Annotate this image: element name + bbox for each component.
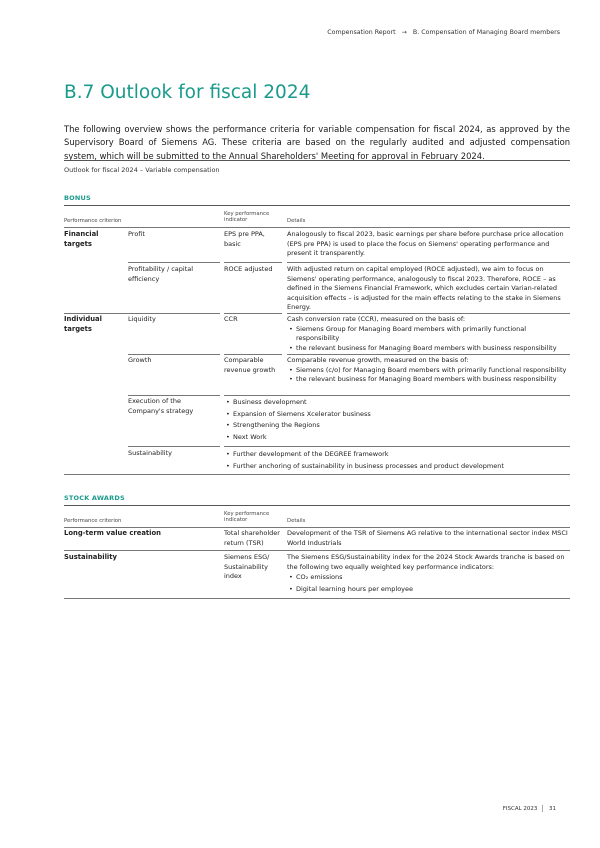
divider <box>64 550 570 551</box>
list-item: • Business development <box>224 397 570 409</box>
details-cell <box>287 553 570 595</box>
list-item: • Expansion of Siemens Xcelerator business <box>224 409 570 421</box>
divider <box>128 354 220 355</box>
details-text: Cash conversion rate (CCR), measured on the basis of: <box>287 315 466 323</box>
kpi-cell: ROCE adjusted <box>224 265 273 273</box>
page-number: 31 <box>549 806 556 812</box>
breadcrumb-root[interactable]: Compensation Report <box>327 29 396 36</box>
kpi-cell: Comparable revenue growth <box>224 356 276 374</box>
header-criterion: Performance criterion <box>64 518 122 524</box>
list-item: • CO₂ emissions <box>287 572 570 584</box>
header-kpi: Key performance indicator <box>224 511 270 524</box>
header-criterion: Performance criterion <box>64 218 122 224</box>
divider <box>64 227 570 228</box>
list-item: • the relevant business for Managing Board members with business responsibility <box>287 344 570 354</box>
divider <box>128 262 220 263</box>
footer-label: FISCAL 2023 <box>502 806 538 812</box>
intro-paragraph: The following overview shows the performance criteria for variable compensation for fiscal 2024, as approved by the Supervisory Board of Siemens AG. These criteria are based on the regularly audited and adjusted compensation system, which will be submitted to the Annual Shareholders' Meeting for approval in February 2024. <box>64 124 570 161</box>
divider <box>287 262 570 263</box>
kpi-cell: Total shareholder return (TSR) <box>224 529 280 547</box>
divider <box>542 805 543 812</box>
criterion-cell: Execution of the Company's strategy <box>128 397 194 415</box>
criterion-cell: Liquidity <box>128 315 156 323</box>
list-item: • Further development of the DEGREE framework <box>224 449 570 461</box>
group-financial-targets: Financial targets <box>64 230 99 248</box>
divider <box>224 354 282 355</box>
list-item: • the relevant business for Managing Board members with business responsibility <box>287 375 570 385</box>
page-title: B.7 Outlook for fiscal 2024 <box>64 82 311 103</box>
list-item: • Siemens Group for Managing Board members with primarily functional responsibility <box>287 325 570 344</box>
criterion-long-term-value-creation: Long-term value creation <box>64 529 162 537</box>
kpi-cell: CCR <box>224 315 238 323</box>
list-item: • Further anchoring of sustainability in business processes and product development <box>224 461 570 473</box>
bullet-list <box>287 572 570 595</box>
divider <box>64 160 570 161</box>
arrow-right-icon: → <box>401 29 407 36</box>
divider <box>64 527 570 528</box>
bullet-list <box>224 449 570 472</box>
breadcrumb-current[interactable]: B. Compensation of Managing Board members <box>412 29 560 36</box>
criterion-cell: Sustainability <box>128 449 173 457</box>
divider <box>64 205 570 206</box>
table-caption: Outlook for fiscal 2024 – Variable compensation <box>64 166 220 174</box>
divider <box>64 474 570 475</box>
divider <box>224 395 570 396</box>
divider <box>224 262 282 263</box>
criterion-cell: Profitability / capital efficiency <box>128 265 194 283</box>
divider <box>64 505 570 506</box>
bullet-list <box>224 397 570 443</box>
list-item: • Next Work <box>224 432 570 444</box>
divider <box>224 446 570 447</box>
divider <box>64 598 570 599</box>
list-item: • Strengthening the Regions <box>224 420 570 432</box>
kpi-cell: Siemens ESG/ Sustainability index <box>224 553 270 581</box>
list-item: • Siemens (c/o) for Managing Board members with primarily functional responsibility <box>287 366 570 376</box>
list-item: • Digital learning hours per employee <box>287 584 570 596</box>
criterion-cell: Profit <box>128 230 145 238</box>
details-cell <box>287 315 570 353</box>
page-footer <box>503 805 556 812</box>
breadcrumb <box>327 29 560 36</box>
details-cell: Development of the TSR of Siemens AG relative to the international sector index MSCI World Industrials <box>287 529 568 547</box>
details-cell: With adjusted return on capital employed (ROCE adjusted), we aim to focus on Siemens' operating performance, analogously to fiscal 2023. Therefore, ROCE – as defined in the Siemens Financial Framework, which excludes certain Varian-related acquisition effects – is adjusted for the main effects relating to the stake in Siemens Energy. <box>287 265 561 312</box>
bonus-section-label: BONUS <box>64 194 91 202</box>
divider <box>224 313 282 314</box>
details-cell <box>224 397 570 443</box>
group-individual-targets: Individual targets <box>64 315 102 333</box>
divider <box>128 395 220 396</box>
kpi-cell: EPS pre PPA, basic <box>224 230 265 248</box>
stock-awards-section-label: STOCK AWARDS <box>64 494 125 502</box>
header-details: Details <box>287 218 306 224</box>
details-text: The Siemens ESG/Sustainability index for the 2024 Stock Awards tranche is based on the following two equally weighted key performance indicators: <box>287 553 565 571</box>
details-text: Comparable revenue growth, measured on the basis of: <box>287 356 469 364</box>
header-details: Details <box>287 518 306 524</box>
bullet-list <box>287 325 570 354</box>
bullet-list <box>287 366 570 385</box>
divider <box>287 354 570 355</box>
divider <box>128 446 220 447</box>
details-cell <box>224 449 570 472</box>
details-cell <box>287 356 570 385</box>
divider <box>287 313 570 314</box>
criterion-sustainability: Sustainability <box>64 553 117 561</box>
details-cell: Analogously to fiscal 2023, basic earnings per share before purchase price allocation (EPS pre PPA) is used to place the focus on Siemens' operating performance and present it transparently. <box>287 230 564 258</box>
criterion-cell: Growth <box>128 356 152 364</box>
divider <box>64 313 220 314</box>
header-kpi: Key performance indicator <box>224 211 270 224</box>
